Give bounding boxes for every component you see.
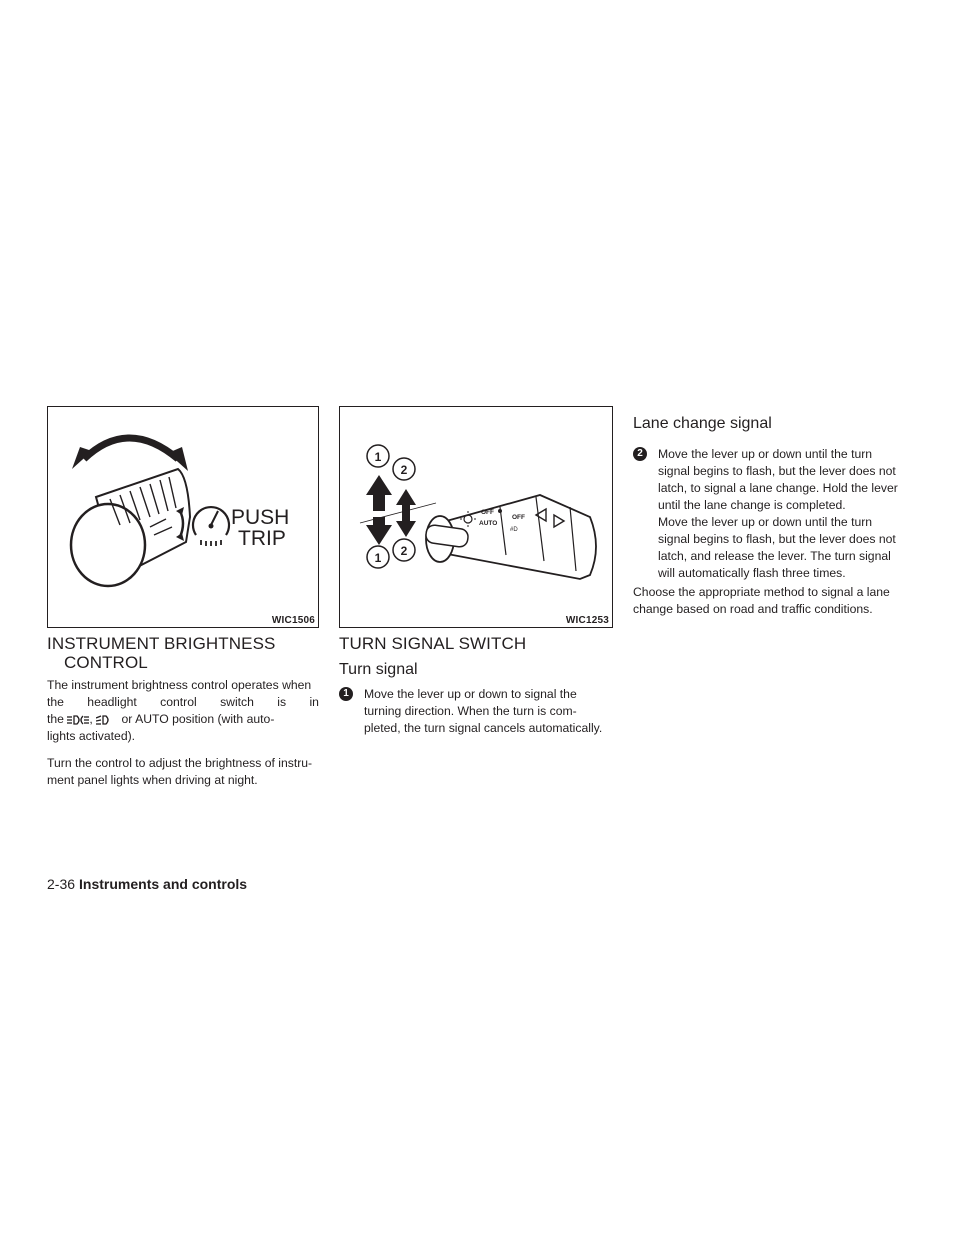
subtitle-lane-change: Lane change signal — [633, 415, 772, 432]
arrow-down-small-icon — [396, 513, 416, 537]
page-footer — [47, 876, 247, 892]
svg-text:#D: #D — [510, 527, 518, 533]
step-lane-change: 2 Move the lever up or down until the turn signal begins to flash, but the lever does not latch, to signal a lane change. Hold the lever until the lane change is completed. Move the lever up or down until the turn signal begins to flash, but the lever does not latch, and release the lever. The turn signal will automatically flash three times. — [633, 446, 913, 586]
step-number: 2 — [633, 447, 647, 461]
parking-light-icon — [96, 714, 112, 726]
section-title-turn: TURN SIGNAL SWITCH — [339, 634, 527, 653]
section-name: Instruments and controls — [79, 876, 248, 892]
figure-brightness-knob — [47, 406, 319, 628]
speedometer-icon — [193, 507, 229, 546]
headlight-icon — [67, 714, 89, 726]
figure-code: WIC1506 — [271, 615, 315, 626]
brightness-paragraph: The instrument brightness control operates when the headlight control switch is in the , or AUTO position (with auto- lights activated). — [47, 678, 319, 743]
svg-text:OFF: OFF — [512, 514, 525, 521]
svg-text:AUTO: AUTO — [479, 520, 498, 527]
section-title-cont: CONTROL — [64, 653, 148, 672]
page-number: 2-36 — [47, 876, 76, 892]
lever-icon — [425, 495, 596, 579]
arrow-down-large-icon — [366, 517, 392, 545]
knob-illustration — [48, 407, 318, 627]
callout-2-bottom — [393, 539, 415, 561]
lever-illustration — [340, 407, 612, 627]
subtitle-turn-signal: Turn signal — [339, 661, 418, 678]
rotation-arrow-icon — [72, 438, 188, 471]
lane-change-paragraph: Choose the appropriate method to signal a lane change based on road and traffic conditions. — [633, 585, 890, 616]
knob-icon — [71, 469, 190, 586]
section-title: INSTRUMENT BRIGHTNESS — [47, 634, 276, 653]
svg-text:2: 2 — [400, 544, 408, 558]
push-label: PUSH — [231, 506, 290, 529]
callout-1-top — [367, 445, 389, 467]
brightness-paragraph-2: Turn the control to adjust the brightness of instru- ment panel lights when driving at night. — [47, 756, 313, 787]
figure-code: WIC1253 — [565, 615, 609, 626]
callout-2-top — [393, 458, 415, 480]
figure-turn-signal-lever — [339, 406, 613, 628]
arrow-up-large-icon — [366, 475, 392, 511]
callout-1-bottom — [367, 546, 389, 568]
trip-label: TRIP — [238, 527, 286, 550]
svg-text:OFF: OFF — [481, 509, 494, 516]
svg-text:1: 1 — [374, 450, 382, 464]
step-turn-signal: 1 Move the lever up or down to signal the turning direction. When the turn is com- pleted, the turn signal cancels automatically. — [339, 686, 613, 740]
svg-text:2: 2 — [400, 463, 408, 477]
svg-text:1: 1 — [374, 551, 382, 565]
step-number: 1 — [339, 687, 353, 701]
